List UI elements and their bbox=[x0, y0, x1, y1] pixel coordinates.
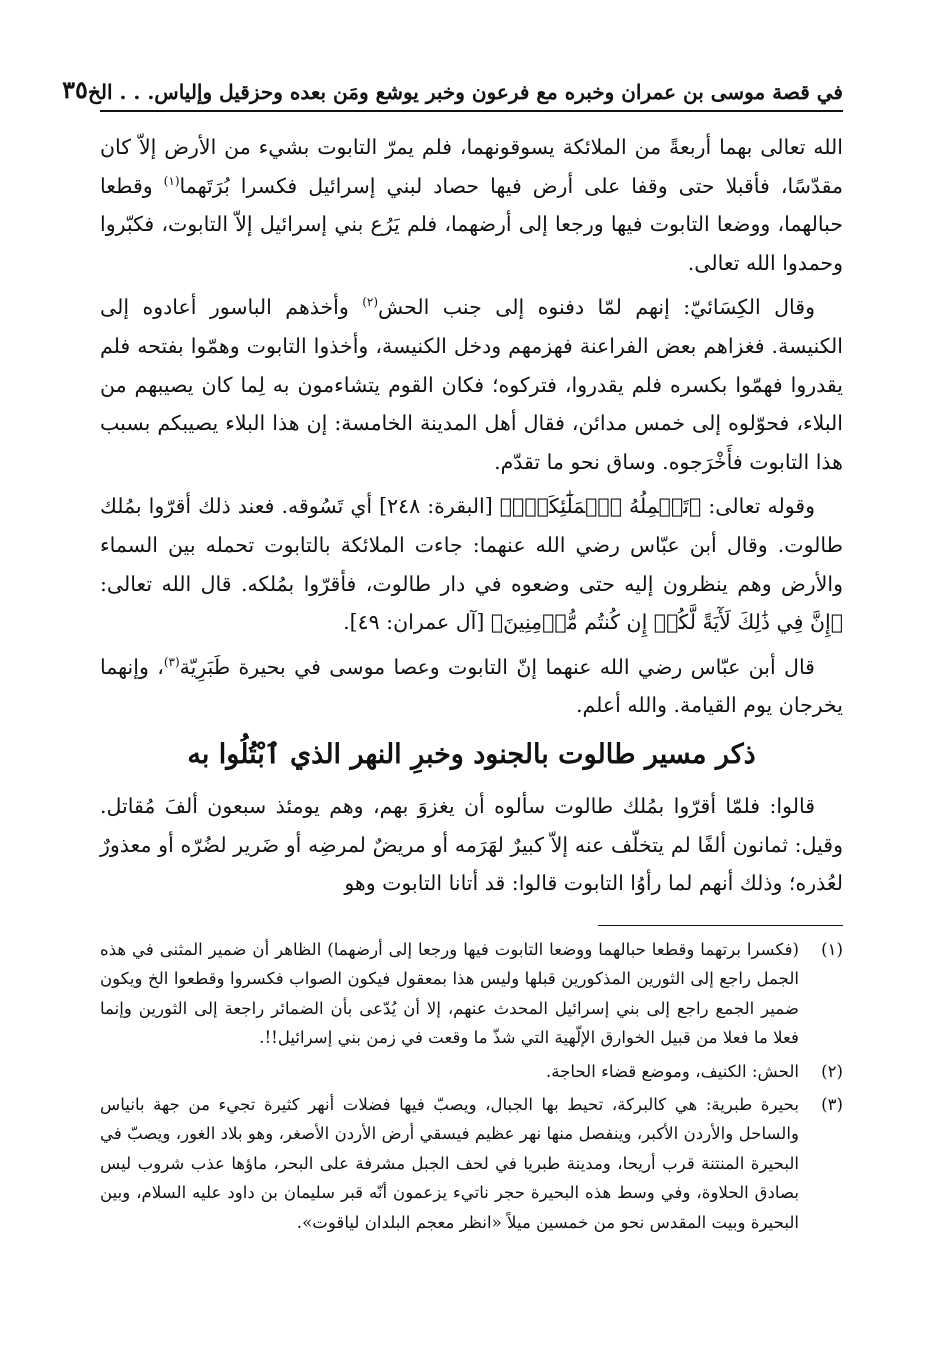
page-header bbox=[62, 66, 843, 112]
footnote-2 bbox=[100, 1057, 843, 1086]
page-number: ٣٥ bbox=[62, 75, 88, 104]
paragraph-2 bbox=[100, 288, 843, 481]
footnotes bbox=[100, 935, 843, 1241]
footnote-text: الحش: الكنيف، وموضع قضاء الحاجة. bbox=[545, 1061, 799, 1081]
footnote-ref-1[interactable]: (١) bbox=[163, 173, 180, 188]
footnote-ref-2[interactable]: (٢) bbox=[362, 295, 379, 310]
running-title: في قصة موسى بن عمران وخبره مع فرعون وخبر يوشع ومَن بعده وحزقيل وإلياس. . . الخ bbox=[87, 80, 843, 104]
paragraph-4-text-cont: ، وإنهما يخرجان يوم القيامة. والله أعلم. bbox=[100, 654, 843, 718]
paragraph-3-text: وقوله تعالى: bbox=[701, 494, 815, 519]
paragraph-2-text: وقال الكِسَائيّ: إنهم لمّا دفنوه إلى جنب الحش bbox=[378, 295, 815, 320]
footnote-3 bbox=[100, 1090, 843, 1237]
paragraph-3 bbox=[100, 487, 843, 641]
paragraph-3-text-mid: [البقرة: ٢٤٨] أي تَسُوقه. فعند ذلك أقرّوا بمُلك طالوت. وقال أبن عبّاس رضي الله عنهما: جاءت الملائكة بالتابوت تحمله بين السماء والأرض وهم ينظرون إليه حتى وضعوه في دار طالوت، فأقرّوا بمُلكه. قال الله تعالى: bbox=[100, 494, 843, 596]
paragraph-1-text-cont: وقطعا حبالهما، ووضعا التابوت فيها ورجعا إلى أرضهما، فلم يَرُع بني إسرائيل إلاّ التابوت، فكبّروا وحمدوا الله تعالى. bbox=[100, 173, 843, 275]
paragraph-1 bbox=[100, 128, 843, 282]
paragraph-4-text: قال أبن عبّاس رضي الله عنهما إنّ التابوت وعصا موسى في بحيرة طَبَرِيّة bbox=[179, 654, 815, 679]
footnote-number: (٣) bbox=[821, 1095, 843, 1115]
section-heading: ذكر مسير طالوت بالجنود وخبرِ النهر الذي ٱبْتُلُوا به bbox=[187, 738, 756, 770]
footnote-1 bbox=[100, 935, 843, 1053]
footnote-ref-3[interactable]: (٣) bbox=[163, 654, 180, 669]
footnote-number: (٢) bbox=[821, 1061, 843, 1081]
main-text bbox=[100, 128, 843, 909]
paragraph-1-text: الله تعالى بهما أربعةً من الملائكة يسوقونهما، فلم يمرّ التابوت بشيء من الأرض إلاّ كان مقدّسًا، فأقبلا حتى وقفا على أرض فيها حصاد لبني إسرائيل فكسرا بُرَتَهما bbox=[100, 135, 844, 198]
paragraph-5: قالوا: فلمّا أقرّوا بمُلك طالوت سألوه أن يغزوَ بهم، وهم يومئذ سبعون ألفَ مُقاتل. وقيل: ثمانون ألفًا لم يتخلّف عنه إلاّ كبيرٌ لهَرَمه أو مريضٌ لمرضِه أو ضَرير لضُرّه أو معذورٌ لعُذره؛ وذلك أنهم لما رأوُا التابوت قالوا: قد أتانا التابوت وهو bbox=[100, 793, 843, 896]
footnote-number: (١) bbox=[821, 940, 843, 959]
paragraph-2-text-cont: وأخذهم الباسور أعادوه إلى الكنيسة. فغزاهم بعض الفراعنة فهزمهم ودخل الكنيسة، وأخذوا التابوت وهمّوا بفتحه فلم يقدروا فهمّوا بكسره فلم يقدروا، فتركوه؛ فكان القوم يتشاءمون به لِما كان يصيبهم من البلاء، فحوّلوه إلى خمس مدائن، فقال أهل المدينة الخامسة: إن هذا البلاء يصيبكم بسبب هذا التابوت فأَخْرَجوه. وساق نحو ما تقدّم. bbox=[100, 295, 843, 474]
footnote-text: بحيرة طبرية: هي كالبركة، تحيط بها الجبال، ويصبّ فيها فضلات أنهر كثيرة تجيء من جهة بانياس والساحل والأردن الأكبر، وينفصل منها نهر عظيم فيسقي أرض الأردن الأصغر، وهو بلاد الغور، ويصبّ في البحيرة المنتنة قرب أريحا، ومدينة طبريا في لحف الجبل مشرفة على البحر، ماؤها عذب شروب ليس بصادق الحلاوة، وفي وسط هذه البحيرة حجر ناتيء يزعمون أنّه قبر سليمان بن داود عليه السلام، وبين البحيرة وبيت المقدس نحو من خمسين ميلاً «انظر معجم البلدان لياقوت». bbox=[100, 1095, 799, 1232]
footnote-text: (فكسرا برتهما وقطعا حبالهما ووضعا التابوت فيها ورجعا إلى أرضهما) الظاهر أن ضمير المثنى في هذه الجمل راجع إلى الثورين المذكورين قبلها وليس هذا بمعقول فيكون الصواب فكسروا وقطعوا الخ ويكون ضمير الجمع راجع إلى بني إسرائيل المحدث عنهم، إلا أن يُدّعى بأن الضمائر راجعة إلى الثورين وإنما فعلا ما فعلا من قبيل الخوارق الإلّهية التي شذّ ما وقعت في زمن بني إسرائيل!!. bbox=[100, 940, 799, 1048]
footnote-divider bbox=[598, 925, 843, 926]
paragraph-3-text-end: [آل عمران: ٤٩]. bbox=[343, 610, 491, 635]
quran-verse-2: ﴿إِنَّ فِي ذَٰلِكَ لَأٓيَةً لَّكُمۡ إِن كُنتُم مُّؤۡمِنِينَ﴾ bbox=[490, 610, 843, 635]
quran-verse-1: ﴿تَحۡمِلُهُ ٱلۡمَلَٰٓئِكَةُۚ﴾ bbox=[499, 494, 702, 519]
paragraph-4 bbox=[100, 648, 843, 725]
